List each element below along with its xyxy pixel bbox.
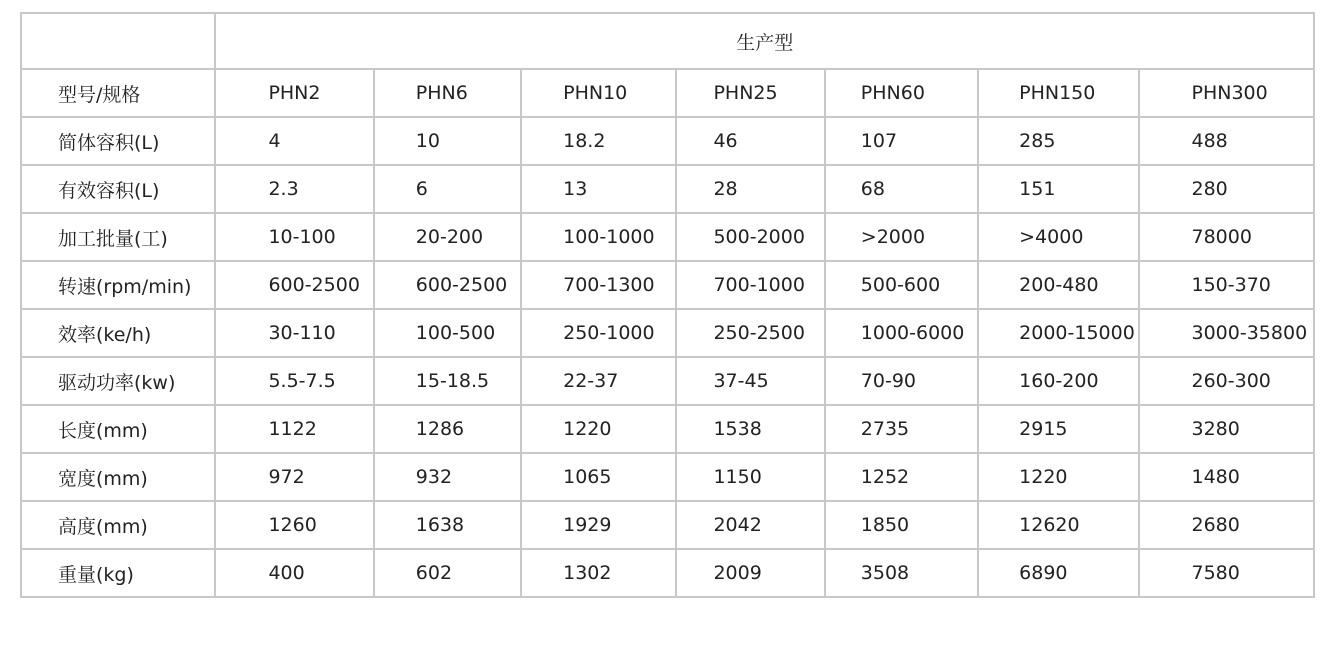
header-cell-model: PHN150 — [978, 69, 1138, 117]
value-cell: 2009 — [676, 549, 824, 597]
row-label-cell: 驱动功率(kw) — [21, 357, 215, 405]
table-title: 生产型 — [215, 13, 1314, 69]
value-cell: 1220 — [978, 453, 1138, 501]
table-title-spacer — [21, 13, 215, 69]
title-row — [21, 13, 1314, 69]
value-cell: 932 — [374, 453, 521, 501]
value-cell: 150-370 — [1139, 261, 1315, 309]
value-cell: 78000 — [1139, 213, 1315, 261]
value-cell: 4 — [215, 117, 373, 165]
value-cell: 7580 — [1139, 549, 1315, 597]
table-row — [21, 501, 1314, 549]
spec-table — [20, 12, 1315, 598]
header-cell-model: PHN2 — [215, 69, 373, 117]
value-cell: 2042 — [676, 501, 824, 549]
value-cell: 107 — [825, 117, 978, 165]
value-cell: 400 — [215, 549, 373, 597]
row-label-cell: 简体容积(L) — [21, 117, 215, 165]
value-cell: 100-1000 — [521, 213, 676, 261]
value-cell: 100-500 — [374, 309, 521, 357]
value-cell: 10-100 — [215, 213, 373, 261]
value-cell: 280 — [1139, 165, 1315, 213]
value-cell: 500-600 — [825, 261, 978, 309]
value-cell: 972 — [215, 453, 373, 501]
value-cell: 12620 — [978, 501, 1138, 549]
value-cell: 1286 — [374, 405, 521, 453]
row-label-cell: 高度(mm) — [21, 501, 215, 549]
value-cell: 500-2000 — [676, 213, 824, 261]
table-row — [21, 165, 1314, 213]
value-cell: 1929 — [521, 501, 676, 549]
value-cell: 2000-15000 — [978, 309, 1138, 357]
header-cell-model: PHN10 — [521, 69, 676, 117]
value-cell: 3000-35800 — [1139, 309, 1315, 357]
value-cell: 488 — [1139, 117, 1315, 165]
table-row — [21, 357, 1314, 405]
table-row — [21, 405, 1314, 453]
table-row — [21, 261, 1314, 309]
value-cell: 260-300 — [1139, 357, 1315, 405]
table-row — [21, 309, 1314, 357]
value-cell: 1000-6000 — [825, 309, 978, 357]
value-cell: 70-90 — [825, 357, 978, 405]
value-cell: 2680 — [1139, 501, 1315, 549]
value-cell: 2915 — [978, 405, 1138, 453]
header-cell-model: PHN25 — [676, 69, 824, 117]
row-label-cell: 加工批量(工) — [21, 213, 215, 261]
value-cell: 151 — [978, 165, 1138, 213]
value-cell: 2.3 — [215, 165, 373, 213]
value-cell: 1850 — [825, 501, 978, 549]
value-cell: 200-480 — [978, 261, 1138, 309]
row-label-cell: 宽度(mm) — [21, 453, 215, 501]
value-cell: 1220 — [521, 405, 676, 453]
value-cell: 68 — [825, 165, 978, 213]
value-cell: 700-1300 — [521, 261, 676, 309]
value-cell: 30-110 — [215, 309, 373, 357]
value-cell: 18.2 — [521, 117, 676, 165]
value-cell: >2000 — [825, 213, 978, 261]
header-cell-model: PHN60 — [825, 69, 978, 117]
table-row — [21, 213, 1314, 261]
header-cell-model: PHN6 — [374, 69, 521, 117]
table-row — [21, 117, 1314, 165]
value-cell: 1260 — [215, 501, 373, 549]
value-cell: 600-2500 — [215, 261, 373, 309]
row-label-cell: 转速(rpm/min) — [21, 261, 215, 309]
row-label-cell: 长度(mm) — [21, 405, 215, 453]
value-cell: 602 — [374, 549, 521, 597]
value-cell: 700-1000 — [676, 261, 824, 309]
value-cell: 160-200 — [978, 357, 1138, 405]
value-cell: 1302 — [521, 549, 676, 597]
value-cell: 1150 — [676, 453, 824, 501]
value-cell: 250-2500 — [676, 309, 824, 357]
value-cell: 15-18.5 — [374, 357, 521, 405]
value-cell: 1065 — [521, 453, 676, 501]
header-cell-model: PHN300 — [1139, 69, 1315, 117]
table-row — [21, 453, 1314, 501]
row-label-cell: 重量(kg) — [21, 549, 215, 597]
value-cell: 37-45 — [676, 357, 824, 405]
header-row — [21, 69, 1314, 117]
row-label-cell: 有效容积(L) — [21, 165, 215, 213]
value-cell: 20-200 — [374, 213, 521, 261]
value-cell: 3508 — [825, 549, 978, 597]
value-cell: 6 — [374, 165, 521, 213]
value-cell: 2735 — [825, 405, 978, 453]
value-cell: 600-2500 — [374, 261, 521, 309]
value-cell: 46 — [676, 117, 824, 165]
value-cell: 1538 — [676, 405, 824, 453]
value-cell: 13 — [521, 165, 676, 213]
value-cell: 1480 — [1139, 453, 1315, 501]
value-cell: >4000 — [978, 213, 1138, 261]
value-cell: 5.5-7.5 — [215, 357, 373, 405]
value-cell: 1252 — [825, 453, 978, 501]
value-cell: 1638 — [374, 501, 521, 549]
row-label-cell: 效率(ke/h) — [21, 309, 215, 357]
table-row — [21, 549, 1314, 597]
value-cell: 1122 — [215, 405, 373, 453]
value-cell: 10 — [374, 117, 521, 165]
value-cell: 285 — [978, 117, 1138, 165]
header-cell-label: 型号/规格 — [21, 69, 215, 117]
value-cell: 3280 — [1139, 405, 1315, 453]
value-cell: 250-1000 — [521, 309, 676, 357]
value-cell: 6890 — [978, 549, 1138, 597]
value-cell: 22-37 — [521, 357, 676, 405]
value-cell: 28 — [676, 165, 824, 213]
